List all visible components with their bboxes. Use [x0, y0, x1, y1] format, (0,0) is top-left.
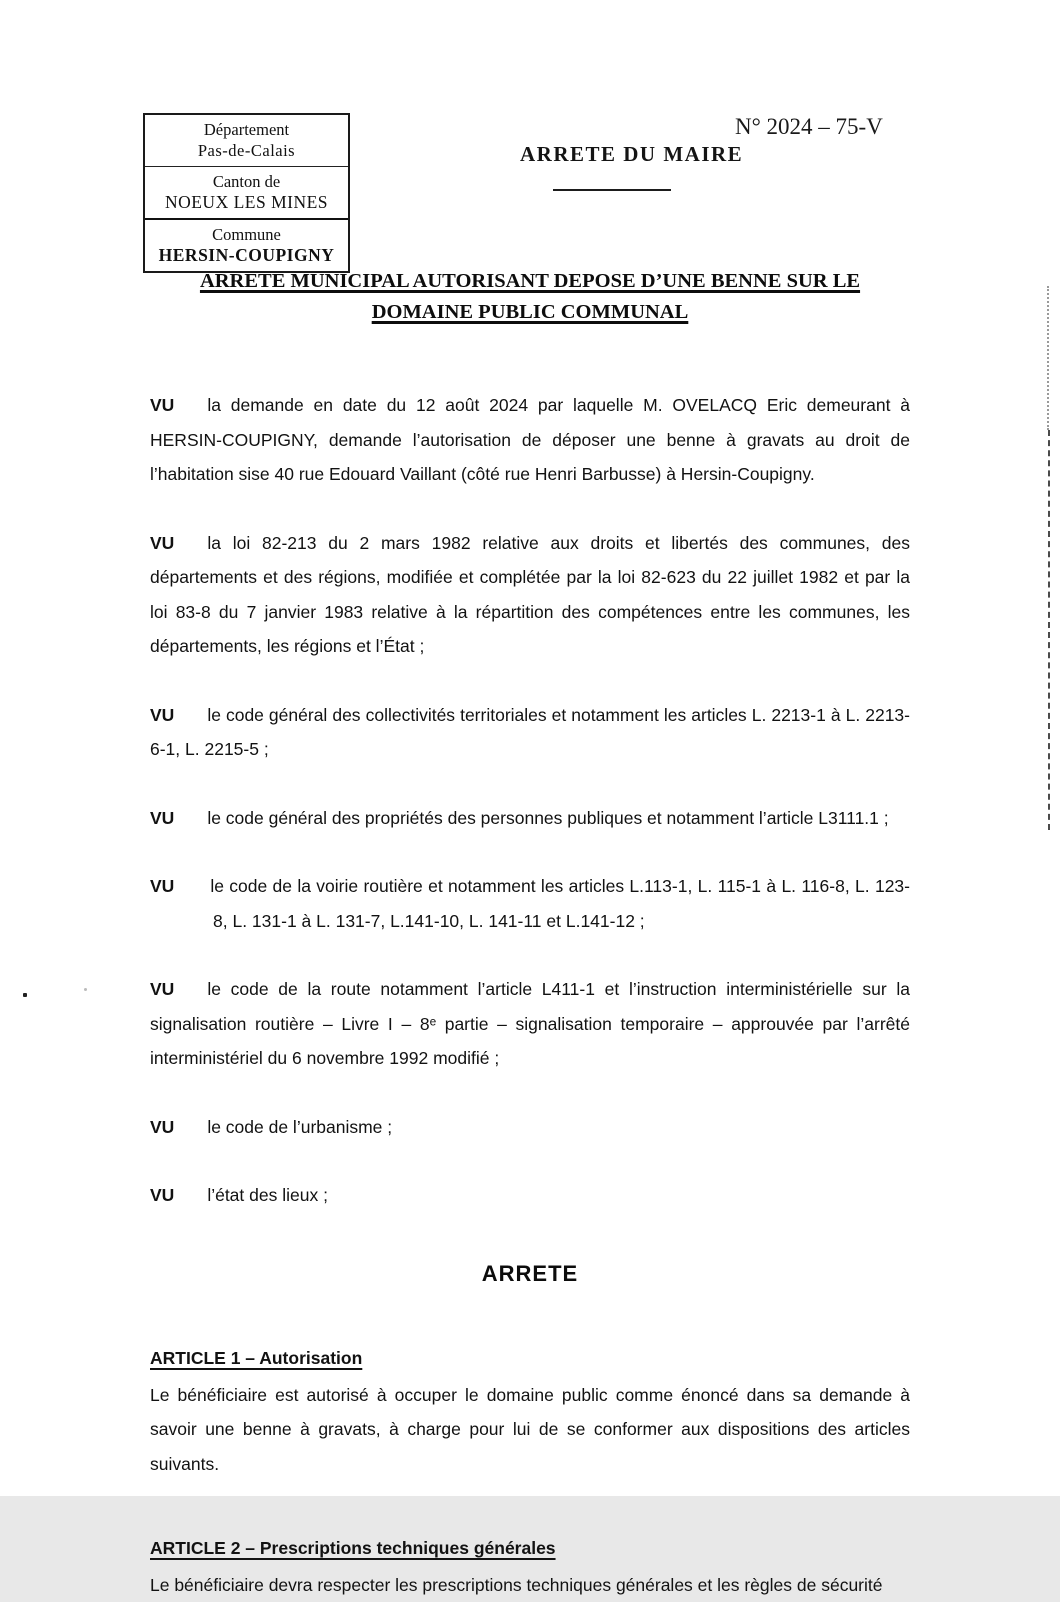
vu-text: le code général des collectivités territoriales et notamment les articles L. 2213-1 à L. 2213-6-1, L. 2215-5 ; — [150, 705, 910, 760]
vu-paragraph-loi-82-213 — [150, 526, 910, 664]
article-2-body: Le bénéficiaire devra respecter les prescriptions techniques générales et les règles de sécurité — [150, 1568, 910, 1602]
commune-label: Commune — [147, 224, 346, 245]
vu-text: la demande en date du 12 août 2024 par laquelle M. OVELACQ Eric demeurant à HERSIN-COUPIGNY, demande l’autorisation de déposer une benne à gravats au droit de l’habitation sise 40 rue Edouard Vaillant (côté rue Henri Barbusse) à Hersin-Coupigny. — [150, 395, 910, 484]
vu-text: le code de la route notamment l’article L411-1 et l’instruction interministérielle sur la signalisation routière – Livre I – 8ᵉ partie – signalisation temporaire – approuvée par l’arrêté interministériel du 6 novembre 1992 modifié ; — [150, 979, 910, 1068]
arrete-section-heading: ARRETE — [150, 1257, 910, 1292]
canton-label: Canton de — [147, 171, 346, 192]
document-body — [150, 388, 910, 1602]
scan-artifact-edge-dots — [1047, 286, 1049, 430]
canton-value: NOEUX LES MINES — [147, 192, 346, 213]
vu-label: VU — [150, 1185, 174, 1205]
scan-artifact-speck — [23, 993, 27, 997]
canton-cell — [145, 166, 348, 218]
vu-text: le code général des propriétés des personnes publiques et notamment l’article L3111.1 ; — [207, 808, 888, 828]
vu-label: VU — [150, 533, 174, 553]
vu-paragraph-code-route — [150, 972, 910, 1076]
commune-cell — [145, 218, 348, 271]
article-2-heading: ARTICLE 2 – Prescriptions techniques générales — [150, 1531, 910, 1566]
department-value: Pas-de-Calais — [147, 140, 346, 161]
vu-label: VU — [150, 979, 174, 999]
scan-artifact-speck — [84, 988, 87, 991]
vu-text: la loi 82-213 du 2 mars 1982 relative aux droits et libertés des communes, des départements et des régions, modifiée et complétée par la loi 82-623 du 22 juillet 1982 et par la loi 83-8 du 7 janvier 1983 relative à la répartition des compétences entre les communes, les départements, les régions et l’État ; — [150, 533, 910, 657]
scan-artifact-edge-line — [1048, 430, 1050, 830]
vu-label: VU — [150, 876, 174, 896]
commune-value: HERSIN-COUPIGNY — [147, 245, 346, 266]
vu-paragraph-urbanisme — [150, 1110, 910, 1145]
article-1 — [150, 1341, 910, 1481]
decree-number: N° 2024 – 75-V — [735, 114, 883, 140]
vu-paragraph-demande — [150, 388, 910, 492]
document-title-line1: ARRETE MUNICIPAL AUTORISANT DEPOSE D’UNE BENNE SUR LE — [150, 266, 910, 297]
article-2 — [150, 1531, 910, 1602]
vu-text: le code de la voirie routière et notamment les articles L.113-1, L. 115-1 à L. 116-8, L. 123-8, L. 131-1 à L. 131-7, L.141-10, L. 141-11 et L.141-12 ; — [210, 876, 910, 931]
department-cell — [145, 115, 348, 166]
vu-paragraph-cgct — [150, 698, 910, 767]
vu-label: VU — [150, 705, 174, 725]
document-title — [150, 266, 910, 328]
vu-label: VU — [150, 395, 174, 415]
vu-paragraph-proprietes-publiques — [150, 801, 910, 836]
department-label: Département — [147, 119, 346, 140]
article-1-body: Le bénéficiaire est autorisé à occuper le domaine public comme énoncé dans sa demande à savoir une benne à gravats, à charge pour lui de se conformer aux dispositions des articles suivants. — [150, 1378, 910, 1482]
vu-text: le code de l’urbanisme ; — [207, 1117, 392, 1137]
vu-paragraph-etat-des-lieux — [150, 1178, 910, 1213]
jurisdiction-info-box — [143, 113, 350, 273]
vu-text: l’état des lieux ; — [207, 1185, 328, 1205]
vu-label: VU — [150, 1117, 174, 1137]
document-title-line2: DOMAINE PUBLIC COMMUNAL — [150, 297, 910, 328]
mayor-decree-heading: ARRETE DU MAIRE — [520, 142, 732, 167]
vu-paragraph-voirie-routiere — [150, 869, 910, 938]
heading-divider-rule — [553, 189, 671, 191]
vu-label: VU — [150, 808, 174, 828]
article-1-heading: ARTICLE 1 – Autorisation — [150, 1341, 910, 1376]
